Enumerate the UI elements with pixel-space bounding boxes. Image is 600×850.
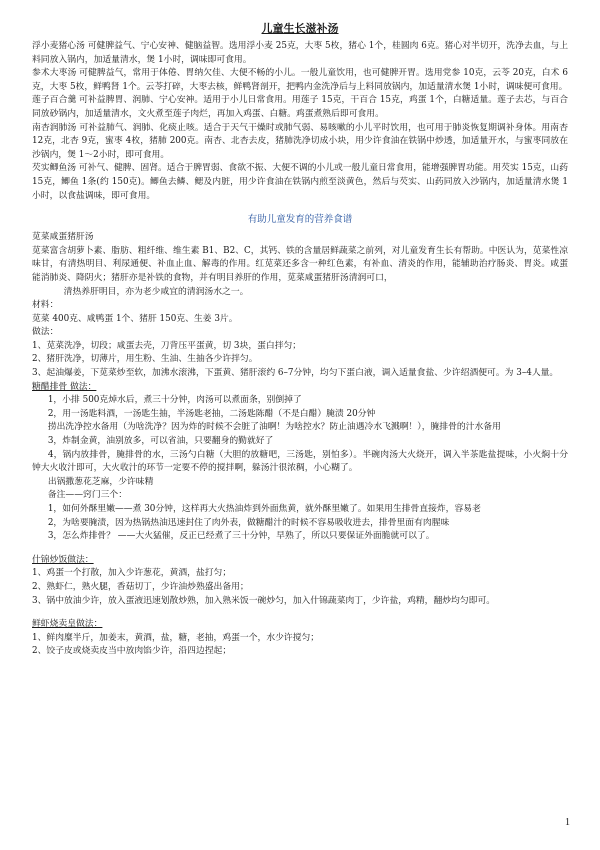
notes-label: 备注——窍门三个：: [47, 490, 128, 501]
recipe-title-fried-rice: 什锦炒饭做法：: [32, 554, 94, 565]
materials-label: 材料：: [32, 300, 59, 311]
step: 3、锅中放油少许，放入蛋液迅速划散炒熟，加入熟米饭一碗炒匀，加入什锦蔬菜肉丁，少许盐，鸡精，翻炒均匀即可。: [32, 595, 496, 606]
note: 2，为啥要腌渍，因为热锅热油迅速封住了肉外表，做糖醋汁的时候不容易吸收进去，排骨里面有肉腥味: [47, 517, 450, 528]
paragraph: 苋菜富含胡萝卜素、脂肪、粗纤维、维生素 B1、B2、C，其钙、铁的含量居鲜蔬菜之前列，对儿童发育生长有帮助。中医认为，苋菜性凉味甘，有清热明目、利尿通便、补血止血、解毒的作用。红苋菜还多含一种红色素，有补血、清炎的作用，能辅助治疗肠炎、胃炎。咸蛋能消肺炎、降阴火；猪肝亦是补铁的食物，并有明目养肝的作用，苋菜咸蛋猪肝汤清润可口，: [32, 245, 568, 283]
materials-text: 苋菜 400克、咸鸭蛋 1个、猪肝 150克、生姜 3片。: [32, 313, 238, 324]
section-title-tonic-soups: 儿童生长滋补汤: [261, 22, 339, 35]
paragraph: 浮小麦猪心汤 可健脾益气、宁心安神、健脑益智。选用浮小麦 25克，大枣 5枚，猪心 1个，桂圆肉 6克。猪心对半切开，洗净去血，与上料同放入锅内，加适量清水，煲 1小时，调味即可食用。: [32, 41, 568, 65]
recipe-title-shrimp-shaomai: 鲜虾烧卖皇做法：: [32, 619, 103, 630]
paragraph: 南杏润肺汤 可补益肺气、润肺、化痰止咳。适合于天气干燥时或肺气弱、易咳嗽的小儿平时饮用，也可用于肺炎恢复期调补身体。用南杏 12克，北杏 9克，蜜枣 4枚，猪肺 200克。南杏、北杏去皮，猪肺洗净切成小块，用少许食油在铁锅中炒透，加适量开水，与蜜枣同放在沙锅内，煲 1～2小时，即可食用。: [32, 122, 568, 160]
paragraph: 莲子百合羹 可补益脾胃、润肺、宁心安神。适用于小儿日常食用。用莲子 15克，干百合 15克，鸡蛋 1个，白糖适量。莲子去芯，与百合同放砂锅内，加适量清水，文火煮至莲子肉烂，再加入鸡蛋、白糖。鸡蛋煮熟后即可食用。: [32, 95, 568, 119]
step: 1，小排 500克焯水后，煮三十分钟，肉汤可以煮面条，别倒掉了: [47, 395, 302, 406]
document-page: [32, 22, 568, 659]
note: 3，怎么炸排骨？ ——大火猛催，反正已经煮了三十分钟，早熟了，所以只要保证外面脆就可以了。: [47, 531, 435, 542]
step: 2、熟虾仁，熟火腿，香菇切丁，少许油炒熟盛出备用；: [32, 581, 249, 592]
step: 1、鲜肉糜半斤，加姜末，黄酒，盐，糖，老抽，鸡蛋一个，水少许搅匀；: [32, 632, 320, 643]
paragraph: 芡实鲫鱼汤 可补气、健脾、固肾。适合于脾胃弱、食欲不振、大便不调的小儿或一般儿童日常食用，能增强脾胃功能。用芡实 15克，山药 15克，鲫鱼 1条(约 150克)。鲫鱼去鳞、鳃及内脏，用少许食油在铁锅内煎至淡黄色，然后与芡实、山药同放入沙锅内，加适量清水煲 1小时，以食盐调味，即可食用。: [32, 163, 568, 201]
page-number: 1: [565, 817, 570, 828]
step: 2、猪肝洗净，切薄片，用生粉、生油、生抽各少许拌匀。: [32, 354, 258, 365]
step: 1、苋菜洗净，切段；咸蛋去壳，刀背压平蛋黄，切 3块，蛋白拌匀；: [32, 340, 302, 351]
step: 3、起油爆姜，下苋菜炒至软，加沸水滚沸，下蛋黄、猪肝滚约 6–7分钟，均匀下蛋白液，调入适量食盐、少许绍酒便可。为 3–4人量。: [32, 368, 559, 379]
step: 1、鸡蛋一个打散，加入少许葱花，黄酒，盐打匀；: [32, 568, 232, 579]
step: 2、饺子皮或烧卖皮当中放肉馅少许，沿四边捏起；: [32, 646, 232, 657]
step: 捞出洗净控水备用（为啥洗净？因为炸的时候不会脏了油啊！为啥控水？防止油遇冷水飞溅啊！），腌排骨的汁水备用: [47, 422, 501, 433]
step: 出锅撒葱花芝麻，少许味精: [47, 476, 154, 487]
section-title-nutrition-recipes: 有助儿童发育的营养食谱: [247, 214, 353, 226]
step: 2，用一汤匙料酒，一汤匙生抽，半汤匙老抽，二汤匙陈醋（不是白醋）腌渍 20分钟: [47, 408, 376, 419]
paragraph: 参术大枣汤 可健脾益气，常用于体倦、胃纳欠佳、大便不畅的小儿。一般儿童饮用，也可健脾开胃。选用党参 10克，云苓 20克，白术 6克，大枣 5枚，鲜鸭肾 1个。云苓打碎，大枣去核，鲜鸭肾剖开，把鸭内金洗净后与上料同放锅内，加适量清水煲 1小时，调味便可食用。: [32, 68, 568, 92]
recipe-title: 苋菜咸蛋猪肝汤: [32, 232, 94, 243]
paragraph: 清热养肝明目，亦为老少咸宜的清润汤水之一。: [63, 286, 249, 297]
recipe-title-sweet-sour-ribs: 糖醋排骨 做法：: [32, 381, 97, 392]
note: 1，如何外酥里嫩——煮 30分钟，这样再大火热油炸到外面焦黄，就外酥里嫩了。如果用生排骨直接炸，容易老: [47, 504, 481, 514]
step: 4，锅内放排骨，腌排骨的水，三汤勺白糖（大胆的放糖吧，三汤匙，别怕多）。半碗肉汤大火烧开，调入半茶匙盐提味，小火焖十分钟大火收汁即可，大火收汁的环节一定要不停的搅拌啊，躲汤汁很浓稠，小心糊了。: [32, 449, 568, 474]
step: 3，炸制金黄，油别放多，可以省油，只要翻身的勤就好了: [47, 436, 274, 447]
method-label: 做法：: [32, 327, 59, 338]
